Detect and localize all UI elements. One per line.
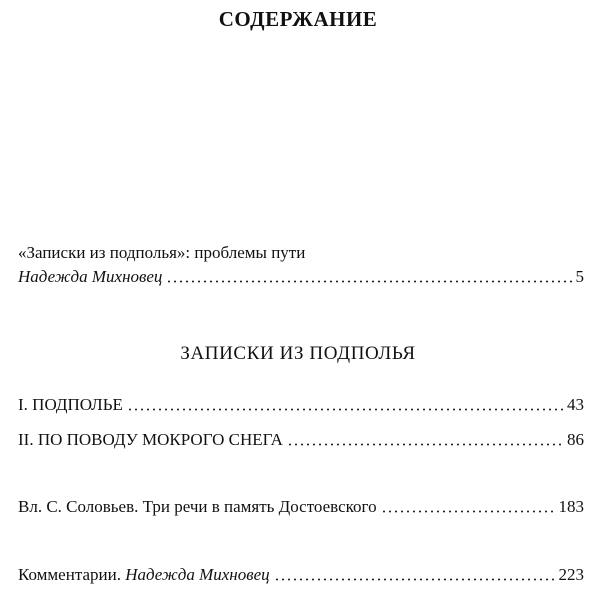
toc-entry-chapter-1[interactable] — [18, 394, 584, 416]
page-number: 86 — [567, 430, 584, 449]
toc-entry-commentary[interactable] — [18, 564, 584, 586]
toc-entry-label: Вл. С. Соловьев. Три речи в память Достоевского — [18, 497, 377, 516]
toc-entry-label: II. ПО ПОВОДУ МОКРОГО СНЕГА — [18, 430, 283, 449]
page-title: СОДЕРЖАНИЕ — [218, 7, 378, 31]
toc-entry-intro[interactable] — [18, 266, 584, 288]
page-number: 183 — [558, 497, 584, 516]
toc-entry-label: I. ПОДПОЛЬЕ — [18, 395, 123, 414]
toc-entry-label — [18, 564, 270, 586]
dot-leader — [287, 443, 563, 446]
toc-entry-label — [18, 266, 162, 288]
page-number: 43 — [567, 395, 584, 414]
page-number: 223 — [558, 565, 584, 584]
dot-leader — [127, 408, 563, 411]
toc-entry-chapter-2[interactable] — [18, 429, 584, 451]
dot-leader — [381, 510, 555, 513]
commentary-label: Комментарии. — [18, 565, 126, 584]
commentary-author: Надежда Михновец — [125, 565, 270, 584]
page-number: 5 — [575, 267, 584, 286]
dot-leader — [166, 280, 571, 283]
intro-author: Надежда Михновец — [18, 267, 163, 286]
toc-entry-soloviev[interactable] — [18, 496, 584, 518]
intro-heading[interactable]: «Записки из подполья»: проблемы пути — [18, 243, 306, 262]
dot-leader — [274, 578, 555, 581]
section-heading: ЗАПИСКИ ИЗ ПОДПОЛЬЯ — [180, 343, 416, 364]
